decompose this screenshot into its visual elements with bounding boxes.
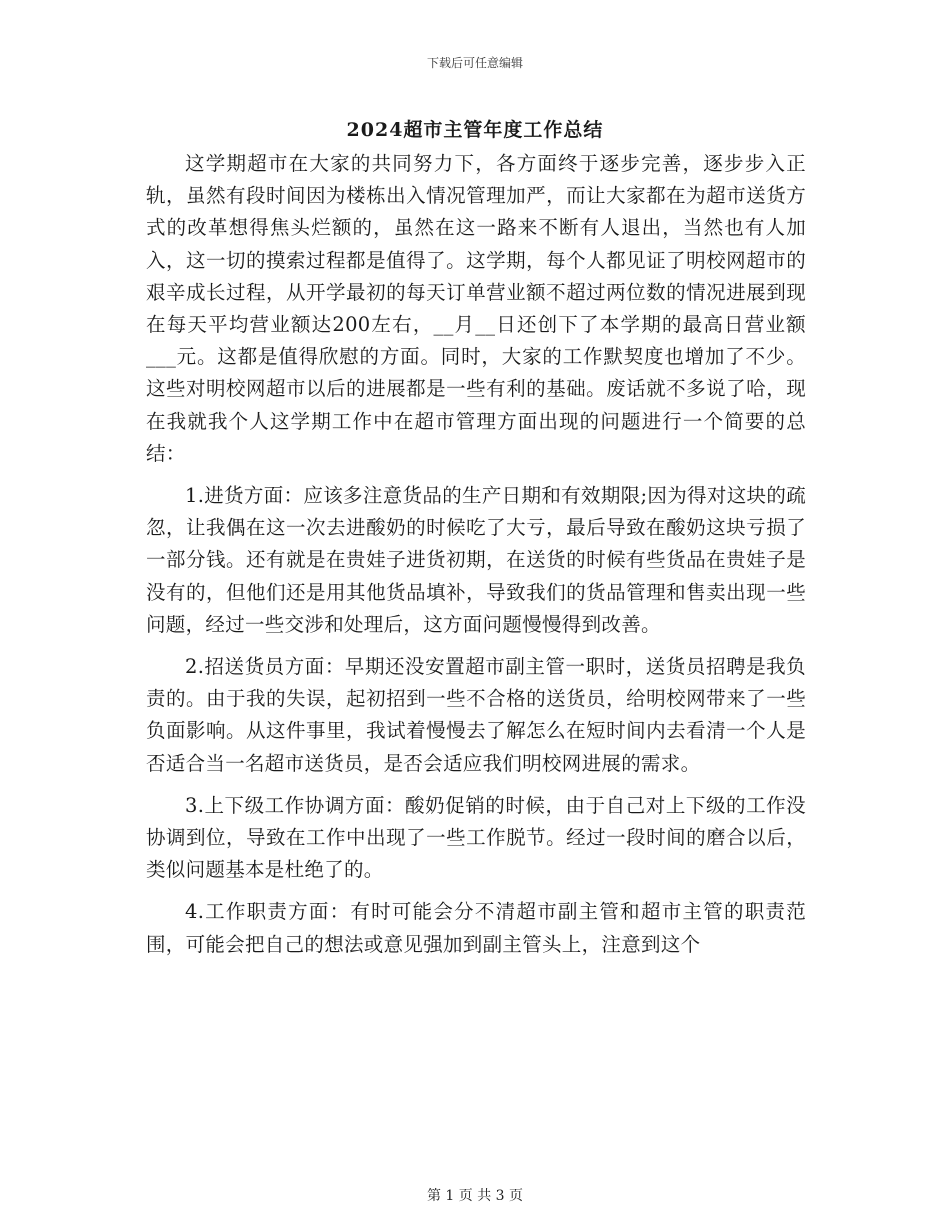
page-number: 第 1 页 共 3 页	[426, 1188, 524, 1204]
paragraph-purchasing: 1.进货方面：应该多注意货品的生产日期和有效期限;因为得对这块的疏忽，让我偶在这一次去进酸奶的时候吃了大亏，最后导致在酸奶这块亏损了一部分钱。还有就是在贵娃子进货初期，在送货的时候有些货品在贵娃子是没有的，但他们还是用其他货品填补，导致我们的货品管理和售卖出现一些问题，经过一些交涉和处理后，这方面问题慢慢得到改善。	[146, 484, 806, 636]
document-title: 2024超市主管年度工作总结	[346, 119, 604, 141]
header-note: 下载后可任意编辑	[426, 56, 523, 70]
document-body	[146, 148, 806, 961]
paragraph-responsibilities: 4.工作职责方面：有时可能会分不清超市副主管和超市主管的职责范围，可能会把自己的想法或意见强加到副主管头上，注意到这个	[146, 900, 806, 956]
paragraph-delivery-staff: 2.招送货员方面：早期还没安置超市副主管一职时，送货员招聘是我负责的。由于我的失误，起初招到一些不合格的送货员，给明校网带来了一些负面影响。从这件事里，我试着慢慢去了解怎么在短时间内去看清一个人是否适合当一名超市送货员，是否会适应我们明校网进展的需求。	[146, 655, 806, 775]
paragraph-coordination: 3.上下级工作协调方面：酸奶促销的时候，由于自己对上下级的工作没协调到位，导致在工作中出现了一些工作脱节。经过一段时间的磨合以后，类似问题基本是杜绝了的。	[146, 793, 806, 882]
paragraph-intro: 这学期超市在大家的共同努力下，各方面终于逐步完善，逐步步入正轨，虽然有段时间因为楼栋出入情况管理加严，而让大家都在为超市送货方式的改革想得焦头烂额的，虽然在这一路来不断有人退出，当然也有人加入，这一切的摸索过程都是值得了。这学期，每个人都见证了明校网超市的艰辛成长过程，从开学最初的每天订单营业额不超过两位数的情况进展到现在每天平均营业额达200左右，__月__日还创下了本学期的最高日营业额___元。这都是值得欣慰的方面。同时，大家的工作默契度也增加了不少。这些对明校网超市以后的进展都是一些有利的基础。废话就不多说了哈，现在我就我个人这学期工作中在超市管理方面出现的问题进行一个简要的总结：	[146, 152, 806, 465]
